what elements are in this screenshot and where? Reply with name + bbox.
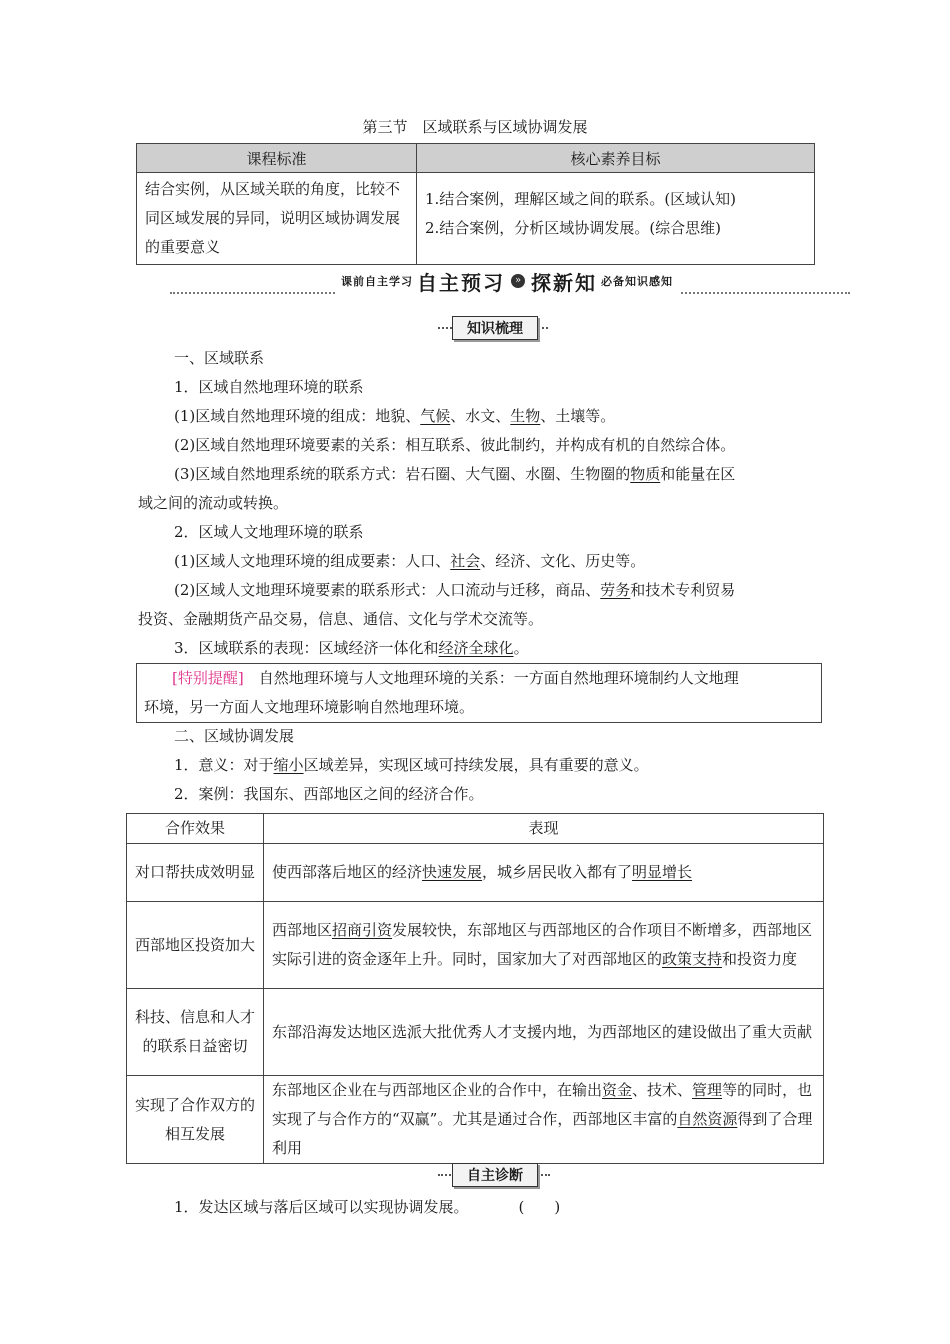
double-arrow-icon: » bbox=[511, 274, 525, 288]
text-part: 和投资力度 bbox=[722, 950, 798, 968]
subheading-human-env: 2．区域人文地理环境的联系 bbox=[174, 523, 364, 541]
text-part: 得到了合理利用 bbox=[272, 1110, 813, 1157]
text-part: 、技术、 bbox=[632, 1081, 693, 1099]
table-row bbox=[127, 844, 824, 902]
banner-content bbox=[335, 268, 679, 294]
coop-header-effect: 合作效果 bbox=[127, 814, 264, 844]
text-part: 东部地区企业在与西部地区企业的合作中，在输出 bbox=[272, 1081, 603, 1099]
text-part: 区域差异，实现区域可持续发展，具有重要的意义。 bbox=[303, 756, 649, 774]
section-banner bbox=[170, 268, 850, 296]
content-block-2 bbox=[138, 722, 818, 809]
text-part: 等的同时，也实现了与合作方的“双赢”。尤其是通过合作，西部地区丰富的 bbox=[272, 1081, 813, 1128]
text-part: (2)区域人文地理环境要素的联系形式：人口流动与迁移，商品、 bbox=[174, 581, 601, 599]
reminder-line-1 bbox=[144, 664, 814, 693]
cooperation-table bbox=[126, 813, 824, 1164]
reminder-text: 自然地理环境与人文地理环境的关系：一方面自然地理环境制约人文地理 bbox=[243, 669, 739, 687]
text-part: 、土壤等。 bbox=[540, 407, 616, 425]
underlined-term: 气候 bbox=[420, 407, 451, 425]
text-part: 和技术专利贸易 bbox=[630, 581, 736, 599]
text-part: 1．意义：对于 bbox=[174, 756, 274, 774]
item-natural-composition bbox=[138, 402, 818, 431]
item-significance bbox=[138, 751, 818, 780]
coop-header-performance: 表现 bbox=[264, 814, 824, 844]
reminder-line-2: 环境，另一方面人文地理环境影响自然地理环境。 bbox=[144, 698, 475, 716]
banner-right-caption: 必备知识感知 bbox=[601, 275, 673, 288]
standards-header-course: 课程标准 bbox=[137, 144, 417, 173]
standards-header-literacy: 核心素养目标 bbox=[417, 144, 815, 173]
underlined-term: 经济全球化 bbox=[438, 639, 514, 657]
banner-title-left: 自主预习 bbox=[417, 270, 505, 295]
text-part: 发展较快，东部地区与西部地区的合作项目不断增多，西部地区实际引进的资金逐年上升。同时，国家加大了对西部地区的 bbox=[272, 921, 813, 968]
coop-effect-cell: 对口帮扶成效明显 bbox=[127, 844, 264, 902]
text-part: 。 bbox=[513, 639, 529, 657]
underlined-term: 招商引资 bbox=[332, 921, 393, 939]
text-part: 和能量在区 bbox=[660, 465, 736, 483]
item-human-forms bbox=[138, 576, 818, 605]
standards-course-text: 结合实例，从区域关联的角度，比较不同区域发展的异同，说明区域协调发展的重要意义 bbox=[137, 173, 417, 265]
question-1 bbox=[138, 1193, 818, 1222]
text-part: (1)区域自然地理环境的组成：地貌、 bbox=[174, 407, 421, 425]
standards-table bbox=[136, 143, 815, 265]
content-block-1 bbox=[138, 344, 818, 663]
text-part: 3．区域联系的表现：区域经济一体化和 bbox=[174, 639, 439, 657]
text-part: 、水文、 bbox=[450, 407, 511, 425]
item-human-forms-cont: 投资、金融期货产品交易，信息、通信、文化与学术交流等。 bbox=[138, 610, 544, 628]
special-reminder-box bbox=[136, 663, 822, 723]
section-label-knowledge: 知识梳理 bbox=[452, 316, 538, 340]
underlined-term: 物质 bbox=[630, 465, 661, 483]
underlined-term: 自然资源 bbox=[677, 1110, 738, 1128]
text-part: 使西部落后地区的经济 bbox=[272, 863, 423, 881]
coop-performance-cell bbox=[264, 1076, 824, 1164]
underlined-term: 政策支持 bbox=[662, 950, 723, 968]
coop-effect-cell: 科技、信息和人才的联系日益密切 bbox=[127, 989, 264, 1076]
subheading-natural-env: 1．区域自然地理环境的联系 bbox=[174, 378, 364, 396]
reminder-label: [特别提醒] bbox=[172, 669, 244, 687]
banner-title-right: 探新知 bbox=[531, 270, 597, 295]
banner-left-caption: 课前自主学习 bbox=[341, 275, 413, 288]
coop-effect-cell: 实现了合作双方的相互发展 bbox=[127, 1076, 264, 1164]
table-row bbox=[127, 1076, 824, 1164]
text-part: 西部地区 bbox=[272, 921, 333, 939]
page-title: 第三节 区域联系与区域协调发展 bbox=[362, 118, 588, 136]
item-manifestation bbox=[138, 634, 818, 663]
item-natural-relations: (2)区域自然地理环境要素的关系：相互联系、彼此制约，并构成有机的自然综合体。 bbox=[174, 436, 736, 454]
table-row bbox=[127, 989, 824, 1076]
table-row bbox=[127, 902, 824, 989]
question-1-text: 1．发达区域与落后区域可以实现协调发展。 bbox=[174, 1198, 469, 1216]
answer-blank[interactable]: ( ) bbox=[518, 1198, 561, 1216]
section-label-diagnosis: 自主诊断 bbox=[452, 1163, 538, 1187]
text-part: ，城乡居民收入都有了 bbox=[482, 863, 633, 881]
coop-performance-cell bbox=[264, 902, 824, 989]
underlined-term: 快速发展 bbox=[422, 863, 483, 881]
item-case: 2．案例：我国东、西部地区之间的经济合作。 bbox=[174, 785, 484, 803]
diagnosis-section-header bbox=[438, 1163, 550, 1187]
underlined-term: 资金 bbox=[602, 1081, 633, 1099]
heading-regional-links: 一、区域联系 bbox=[174, 349, 265, 367]
text-part: (3)区域自然地理系统的联系方式：岩石圈、大气圈、水圈、生物圈的 bbox=[174, 465, 631, 483]
underlined-term: 社会 bbox=[450, 552, 481, 570]
underlined-term: 缩小 bbox=[273, 756, 304, 774]
coop-performance-cell bbox=[264, 844, 824, 902]
underlined-term: 明显增长 bbox=[632, 863, 693, 881]
underlined-term: 管理 bbox=[692, 1081, 723, 1099]
literacy-goal-1: 1.结合案例，理解区域之间的联系。(区域认知) bbox=[425, 190, 737, 208]
underlined-term: 劳务 bbox=[600, 581, 631, 599]
literacy-goal-2: 2.结合案例，分析区域协调发展。(综合思维) bbox=[425, 219, 722, 237]
question-block bbox=[138, 1193, 818, 1222]
text-part: (1)区域人文地理环境的组成要素：人口、 bbox=[174, 552, 451, 570]
knowledge-section-header bbox=[438, 316, 548, 340]
item-human-composition bbox=[138, 547, 818, 576]
item-natural-links-cont: 域之间的流动或转换。 bbox=[138, 494, 289, 512]
text-part: 、经济、文化、历史等。 bbox=[480, 552, 646, 570]
coop-performance-cell: 东部沿海发达地区选派大批优秀人才支援内地，为西部地区的建设做出了重大贡献 bbox=[264, 989, 824, 1076]
item-natural-links bbox=[138, 460, 818, 489]
standards-literacy-cell bbox=[417, 173, 815, 265]
coop-effect-cell: 西部地区投资加大 bbox=[127, 902, 264, 989]
underlined-term: 生物 bbox=[510, 407, 541, 425]
heading-coordinated-development: 二、区域协调发展 bbox=[174, 727, 295, 745]
